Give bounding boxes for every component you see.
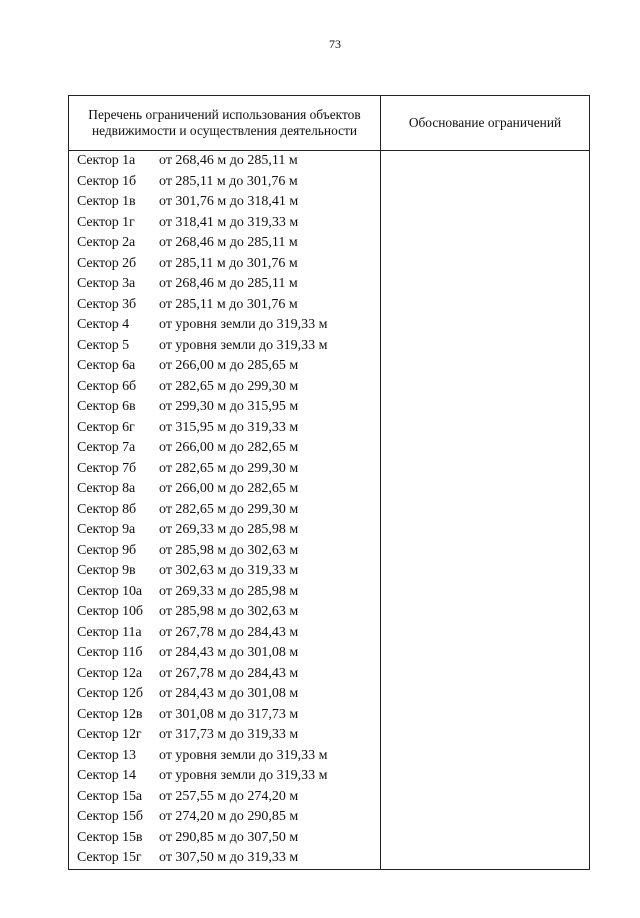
sector-name: Сектор 6а: [77, 358, 136, 374]
height-range: от уровня земли до 319,33 м: [159, 768, 328, 784]
table-row: [69, 315, 590, 336]
table-row: [69, 274, 590, 295]
restriction-cell: [69, 356, 381, 377]
basis-cell: [381, 602, 590, 623]
table-row: [69, 848, 590, 869]
sector-name: Сектор 9а: [77, 522, 136, 538]
sector-name: Сектор 12б: [77, 686, 143, 702]
restriction-cell: [69, 828, 381, 849]
height-range: от 285,98 м до 302,63 м: [159, 542, 299, 558]
restriction-cell: [69, 725, 381, 746]
height-range: от 282,65 м до 299,30 м: [159, 378, 299, 394]
height-range: от 299,30 м до 315,95 м: [159, 399, 299, 415]
restriction-cell: [69, 643, 381, 664]
sector-name: Сектор 11а: [77, 624, 142, 640]
height-range: от 317,73 м до 319,33 м: [159, 727, 299, 743]
height-range: от 285,11 м до 301,76 м: [159, 255, 298, 271]
height-range: от 284,43 м до 301,08 м: [159, 645, 299, 661]
restriction-cell: [69, 233, 381, 254]
table-row: [69, 643, 590, 664]
table-row: [69, 602, 590, 623]
table-row: [69, 766, 590, 787]
sector-name: Сектор 6в: [77, 399, 136, 415]
table-row: [69, 520, 590, 541]
basis-cell: [381, 664, 590, 685]
height-range: от 268,46 м до 285,11 м: [159, 276, 298, 292]
sector-name: Сектор 15в: [77, 829, 143, 845]
height-range: от 301,08 м до 317,73 м: [159, 706, 299, 722]
restriction-cell: [69, 418, 381, 439]
table-row: [69, 582, 590, 603]
restriction-cell: [69, 459, 381, 480]
basis-cell: [381, 295, 590, 316]
header-restrictions-list: Перечень ограничений использования объектов недвижимости и осуществления деятельности: [69, 96, 381, 151]
basis-cell: [381, 356, 590, 377]
height-range: от 285,98 м до 302,63 м: [159, 604, 299, 620]
sector-name: Сектор 14: [77, 768, 136, 784]
basis-cell: [381, 561, 590, 582]
basis-cell: [381, 684, 590, 705]
height-range: от 268,46 м до 285,11 м: [159, 153, 298, 169]
restriction-cell: [69, 807, 381, 828]
basis-cell: [381, 213, 590, 234]
restriction-cell: [69, 192, 381, 213]
table-row: [69, 151, 590, 172]
table-row: [69, 746, 590, 767]
height-range: от 282,65 м до 299,30 м: [159, 501, 299, 517]
basis-cell: [381, 643, 590, 664]
height-range: от 307,50 м до 319,33 м: [159, 850, 299, 866]
basis-cell: [381, 787, 590, 808]
table-header: [69, 96, 590, 151]
page-number: 73: [329, 37, 341, 51]
basis-cell: [381, 418, 590, 439]
table-row: [69, 541, 590, 562]
sector-name: Сектор 6г: [77, 419, 135, 435]
basis-cell: [381, 623, 590, 644]
table-row: [69, 418, 590, 439]
height-range: от 266,00 м до 282,65 м: [159, 440, 299, 456]
sector-name: Сектор 6б: [77, 378, 136, 394]
table-row: [69, 336, 590, 357]
height-range: от 318,41 м до 319,33 м: [159, 214, 299, 230]
restriction-cell: [69, 520, 381, 541]
sector-name: Сектор 15г: [77, 850, 142, 866]
basis-cell: [381, 725, 590, 746]
table-row: [69, 397, 590, 418]
restriction-cell: [69, 541, 381, 562]
sector-name: Сектор 12г: [77, 727, 142, 743]
sector-name: Сектор 13: [77, 747, 136, 763]
table-row: [69, 807, 590, 828]
basis-cell: [381, 766, 590, 787]
basis-cell: [381, 746, 590, 767]
height-range: от 269,33 м до 285,98 м: [159, 583, 299, 599]
restriction-cell: [69, 500, 381, 521]
restriction-cell: [69, 377, 381, 398]
height-range: от 257,55 м до 274,20 м: [159, 788, 299, 804]
basis-cell: [381, 848, 590, 869]
restriction-cell: [69, 582, 381, 603]
sector-name: Сектор 15б: [77, 809, 143, 825]
sector-name: Сектор 4: [77, 317, 129, 333]
height-range: от уровня земли до 319,33 м: [159, 317, 328, 333]
sector-name: Сектор 8б: [77, 501, 136, 517]
sector-name: Сектор 5: [77, 337, 129, 353]
sector-name: Сектор 1в: [77, 194, 136, 210]
basis-cell: [381, 274, 590, 295]
table-row: [69, 684, 590, 705]
table-row: [69, 172, 590, 193]
restriction-cell: [69, 254, 381, 275]
table-row: [69, 828, 590, 849]
restriction-cell: [69, 479, 381, 500]
restriction-cell: [69, 623, 381, 644]
restriction-cell: [69, 787, 381, 808]
height-range: от 267,78 м до 284,43 м: [159, 665, 299, 681]
height-range: от уровня земли до 319,33 м: [159, 337, 328, 353]
height-range: от 266,00 м до 282,65 м: [159, 481, 299, 497]
basis-cell: [381, 336, 590, 357]
restriction-cell: [69, 295, 381, 316]
restriction-cell: [69, 684, 381, 705]
basis-cell: [381, 172, 590, 193]
sector-name: Сектор 3б: [77, 296, 136, 312]
table-row: [69, 438, 590, 459]
sector-name: Сектор 15а: [77, 788, 142, 804]
table-body: [69, 151, 590, 870]
table-row: [69, 787, 590, 808]
restriction-cell: [69, 664, 381, 685]
basis-cell: [381, 541, 590, 562]
height-range: от 290,85 м до 307,50 м: [159, 829, 299, 845]
table-row: [69, 500, 590, 521]
table-row: [69, 725, 590, 746]
restriction-cell: [69, 848, 381, 869]
restriction-cell: [69, 438, 381, 459]
sector-name: Сектор 2б: [77, 255, 136, 271]
restriction-cell: [69, 172, 381, 193]
basis-cell: [381, 233, 590, 254]
height-range: от 268,46 м до 285,11 м: [159, 235, 298, 251]
restriction-cell: [69, 336, 381, 357]
height-range: от 282,65 м до 299,30 м: [159, 460, 299, 476]
sector-name: Сектор 1а: [77, 153, 136, 169]
table-row: [69, 377, 590, 398]
table-row: [69, 479, 590, 500]
table-row: [69, 233, 590, 254]
sector-name: Сектор 12в: [77, 706, 143, 722]
table-row: [69, 705, 590, 726]
table-row: [69, 623, 590, 644]
restriction-cell: [69, 397, 381, 418]
basis-cell: [381, 377, 590, 398]
sector-name: Сектор 2а: [77, 235, 136, 251]
restriction-cell: [69, 213, 381, 234]
sector-name: Сектор 8а: [77, 481, 136, 497]
basis-cell: [381, 438, 590, 459]
height-range: от 266,00 м до 285,65 м: [159, 358, 299, 374]
sector-name: Сектор 7а: [77, 440, 136, 456]
table-row: [69, 192, 590, 213]
restriction-cell: [69, 705, 381, 726]
sector-name: Сектор 10а: [77, 583, 142, 599]
sector-name: Сектор 12а: [77, 665, 142, 681]
basis-cell: [381, 315, 590, 336]
restrictions-table: [68, 95, 590, 870]
basis-cell: [381, 500, 590, 521]
height-range: от 285,11 м до 301,76 м: [159, 173, 298, 189]
basis-cell: [381, 807, 590, 828]
height-range: от 284,43 м до 301,08 м: [159, 686, 299, 702]
height-range: от 302,63 м до 319,33 м: [159, 563, 299, 579]
basis-cell: [381, 151, 590, 172]
height-range: от 269,33 м до 285,98 м: [159, 522, 299, 538]
sector-name: Сектор 9б: [77, 542, 136, 558]
table-row: [69, 213, 590, 234]
restriction-cell: [69, 315, 381, 336]
header-restrictions-basis: Обоснование ограничений: [381, 96, 590, 151]
table-row: [69, 356, 590, 377]
basis-cell: [381, 192, 590, 213]
restriction-cell: [69, 151, 381, 172]
sector-name: Сектор 10б: [77, 604, 143, 620]
sector-name: Сектор 3а: [77, 276, 136, 292]
height-range: от 301,76 м до 318,41 м: [159, 194, 299, 210]
restriction-cell: [69, 602, 381, 623]
header-row: [69, 96, 590, 151]
restriction-cell: [69, 746, 381, 767]
basis-cell: [381, 582, 590, 603]
basis-cell: [381, 397, 590, 418]
table-row: [69, 561, 590, 582]
height-range: от уровня земли до 319,33 м: [159, 747, 328, 763]
restriction-cell: [69, 766, 381, 787]
restriction-cell: [69, 274, 381, 295]
height-range: от 315,95 м до 319,33 м: [159, 419, 299, 435]
sector-name: Сектор 1г: [77, 214, 135, 230]
height-range: от 267,78 м до 284,43 м: [159, 624, 299, 640]
sector-name: Сектор 9в: [77, 563, 136, 579]
height-range: от 285,11 м до 301,76 м: [159, 296, 298, 312]
sector-name: Сектор 11б: [77, 645, 143, 661]
restriction-cell: [69, 561, 381, 582]
table-row: [69, 295, 590, 316]
table-row: [69, 254, 590, 275]
basis-cell: [381, 520, 590, 541]
table-row: [69, 664, 590, 685]
table-row: [69, 459, 590, 480]
basis-cell: [381, 705, 590, 726]
basis-cell: [381, 254, 590, 275]
sector-name: Сектор 1б: [77, 173, 136, 189]
basis-cell: [381, 479, 590, 500]
sector-name: Сектор 7б: [77, 460, 136, 476]
basis-cell: [381, 828, 590, 849]
basis-cell: [381, 459, 590, 480]
height-range: от 274,20 м до 290,85 м: [159, 809, 299, 825]
